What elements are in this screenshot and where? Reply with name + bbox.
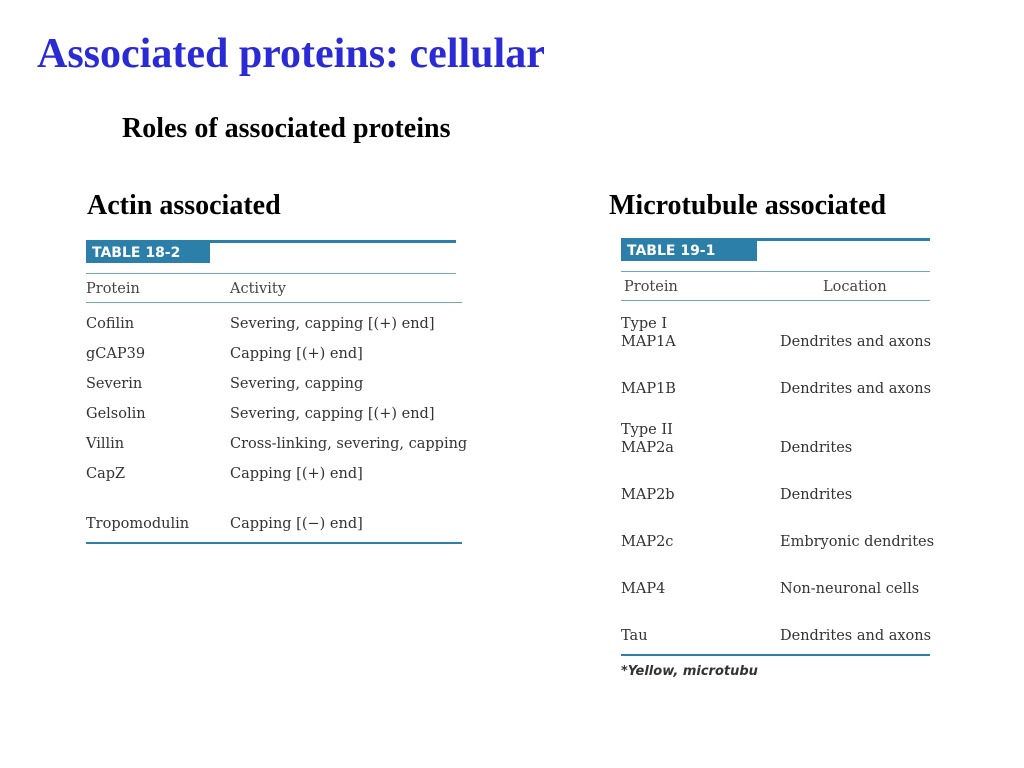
column-header-protein: Protein [624,279,678,295]
table-bottom-rule [86,542,462,544]
table-cell-protein: MAP2c [621,534,674,550]
table-cell-location: Dendrites and axons [780,628,932,644]
table-cell-protein: MAP2a [621,440,674,456]
table-cell-activity: Capping [(+) end] [230,346,363,362]
table-rule [621,271,930,272]
column-header-protein: Protein [86,281,140,297]
table-cell-activity: Capping [(−) end] [230,516,363,532]
table-footnote: *Yellow, microtubu [621,664,758,679]
table-cell-activity: Severing, capping [(+) end] [230,316,435,332]
table-rule [86,302,462,303]
table-rule [86,273,456,274]
slide-title: Associated proteins: cellular [37,31,545,77]
table-cell-location: Dendrites and axons [780,381,932,397]
slide-subtitle: Roles of associated proteins [122,113,451,144]
column-header-activity: Activity [230,281,286,297]
table-cell-protein: Tau [621,628,648,644]
table-cell-protein: gCAP39 [86,346,146,362]
table-cell-protein: MAP1A [621,334,676,350]
column-header-location: Location [823,279,887,295]
type-ii-label: Type II [621,422,673,438]
table-cell-protein: CapZ [86,466,126,482]
table-cell-protein: MAP1B [621,381,676,397]
table-cell-protein: Tropomodulin [86,516,190,532]
table-cell-protein: Cofilin [86,316,135,332]
table-cell-protein: MAP2b [621,487,675,503]
table-cell-activity: Severing, capping [230,376,364,392]
table-cell-location: Dendrites and axons [780,334,932,350]
table-bottom-rule [621,654,930,656]
table-label: TABLE 18-2 [86,243,210,263]
table-cell-location: Non-neuronal cells [780,581,920,597]
table-cell-protein: Gelsolin [86,406,146,422]
table-cell-location: Embryonic dendrites [780,534,935,550]
table-label: TABLE 19-1 [621,241,757,261]
table-cell-location: Dendrites [780,487,853,503]
table-rule [621,300,930,301]
table-cell-location: Dendrites [780,440,853,456]
table-cell-activity: Severing, capping [(+) end] [230,406,435,422]
type-i-label: Type I [621,316,668,332]
table-cell-activity: Cross-linking, severing, capping [230,436,468,452]
table-cell-protein: MAP4 [621,581,666,597]
actin-heading: Actin associated [87,190,281,221]
table-cell-protein: Severin [86,376,143,392]
microtubule-table [621,238,935,688]
microtubule-heading: Microtubule associated [609,190,887,221]
table-cell-protein: Villin [86,436,125,452]
actin-table [86,240,468,550]
table-cell-activity: Capping [(+) end] [230,466,363,482]
